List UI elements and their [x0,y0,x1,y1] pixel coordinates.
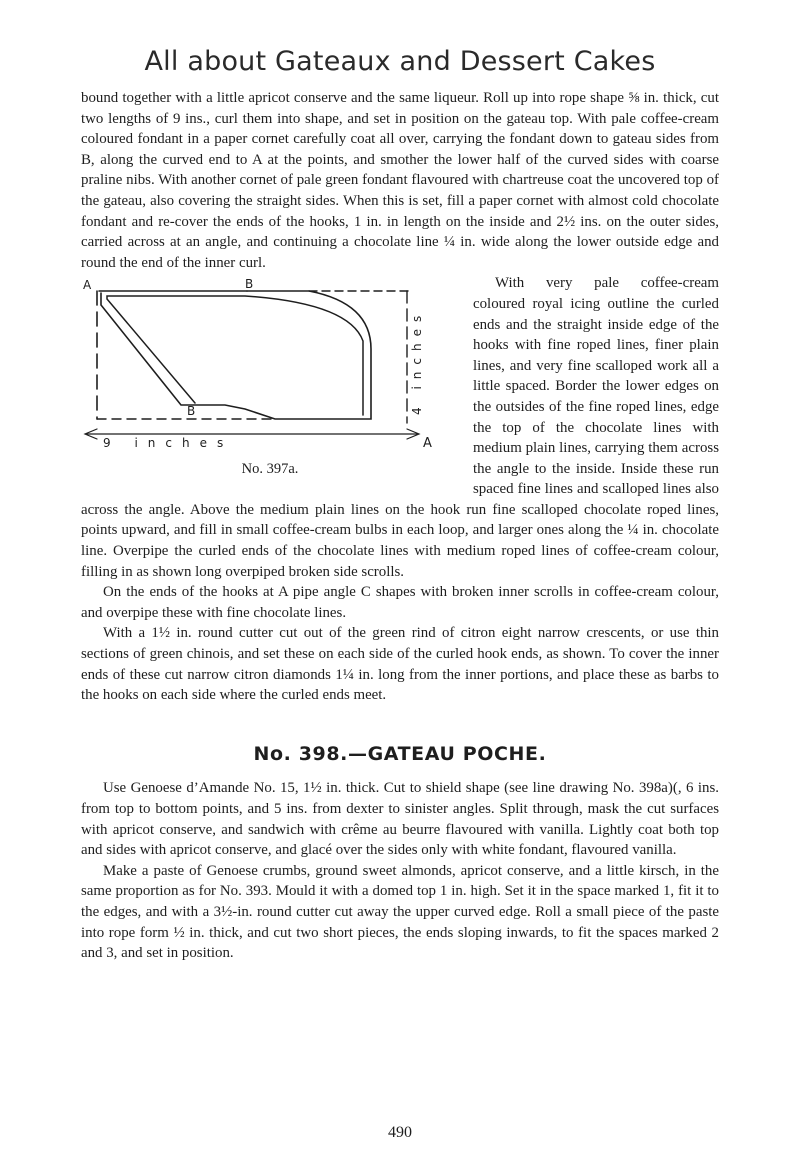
height-label: 4 inches [410,309,424,416]
width-label: 9 inches [103,436,234,451]
paragraph-continued: bound together with a little apricot conserve and the same liqueur. Roll up into rope shape ⅝ in. thick, cut two lengths of 9 ins., curl them into shape, and set in position on the gateau top. With pale coffee-cream coloured fondant in a paper cornet carefully coat all over, carrying the fondant down to gateau sides from B, along the curved end to A at the points, and smother the lower half of the curved sides with coarse praline nibs. With another cornet of pale green fondant flavoured with chartreuse coat the uncovered top of the gateau, also covering the straight sides. When this is set, fill a paper cornet with almost cold chocolate fondant and re-cover the ends of the hooks, 1 in. in length on the inside and 2½ ins. on the outer sides, carried across at an angle, and continuing a chocolate line ¼ in. wide along the lower outside edge and round the end of the inner curl. [81,90,719,271]
page-number: 490 [388,1124,412,1141]
label-a-top: A [83,279,92,293]
label-b-bottom: B [187,404,196,419]
label-b-top: B [245,279,254,292]
figure-397a [77,279,463,483]
figure-caption: No. 397a. [241,461,299,478]
page-body [81,88,719,964]
section-title: No. 398.—GATEAU POCHE. [253,742,547,765]
hook-diagram [77,279,463,483]
paragraph-royal-icing: With very pale coffee-cream coloured royal icing outline the curled ends and the straight inside edge of the hooks with fine roped lines, finer plain lines, and very fine scalloped work all a little spaced. Border the lower edges on the outsides of the fine roped lines, edge the top of the chocolate lines with medium plain lines, carrying them across the angle to the inside. Inside these run spaced fine lines and scalloped lines also across the angle. Above the medium plain lines on the hook run fine scalloped chocolate roped lines, points upward, and fill in small coffee-cream bulbs in each loop, and larger ones along the ¼ in. chocolate line. Overpipe the curled ends of the chocolate lines with medium roped lines of coffee-cream colour, filling in as shown long overpiped broken side scrolls. [81,275,719,580]
running-head: All about Gateaux and Dessert Cakes [144,46,656,77]
label-a-right: A [423,436,432,452]
paragraph-hook-ends: On the ends of the hooks at A pipe angle C shapes with broken inner scrolls in coffee-cream colour, and overpipe these with fine chocolate lines. [81,584,719,621]
hook-outline [101,291,371,419]
paragraph-paste: Make a paste of Genoese crumbs, ground sweet almonds, apricot conserve, and a little kirsch, in the same proportion as for No. 393. Mould it with a domed top 1 in. high. Set it in the space marked 1, fit it to the edges, and with a 3½-in. round cutter cut away the upper curved edge. Roll a small piece of the paste into rope form ½ in. thick, and cut two short pieces, the ends sloping inwards, to fit the spaces marked 2 and 3, and set in position. [81,862,719,962]
hook-inner-line [107,296,363,415]
paragraph-citron: With a 1½ in. round cutter cut out of the green rind of citron eight narrow crescents, or use thin sections of green chinois, and set these on each side of the curled hook ends, as shown. To cover the inner ends of these cut narrow citron diamonds 1¼ in. long from the inner portions, and place these as barbs to the hooks on each side where the curled ends meet. [81,625,719,704]
paragraph-genoese: Use Genoese d’Amande No. 15, 1½ in. thick. Cut to shield shape (see line drawing No. 398a)(, 6 ins. from top to bottom points, and 5 ins. from dexter to sinister angles. Split through, mask the cut surfaces with apricot conserve, and sandwich with crême au beurre flavoured with vanilla. Lightly coat both top and sides with apricot conserve, and glacé over the sides only with white fondant, flavoured vanilla. [81,780,719,859]
